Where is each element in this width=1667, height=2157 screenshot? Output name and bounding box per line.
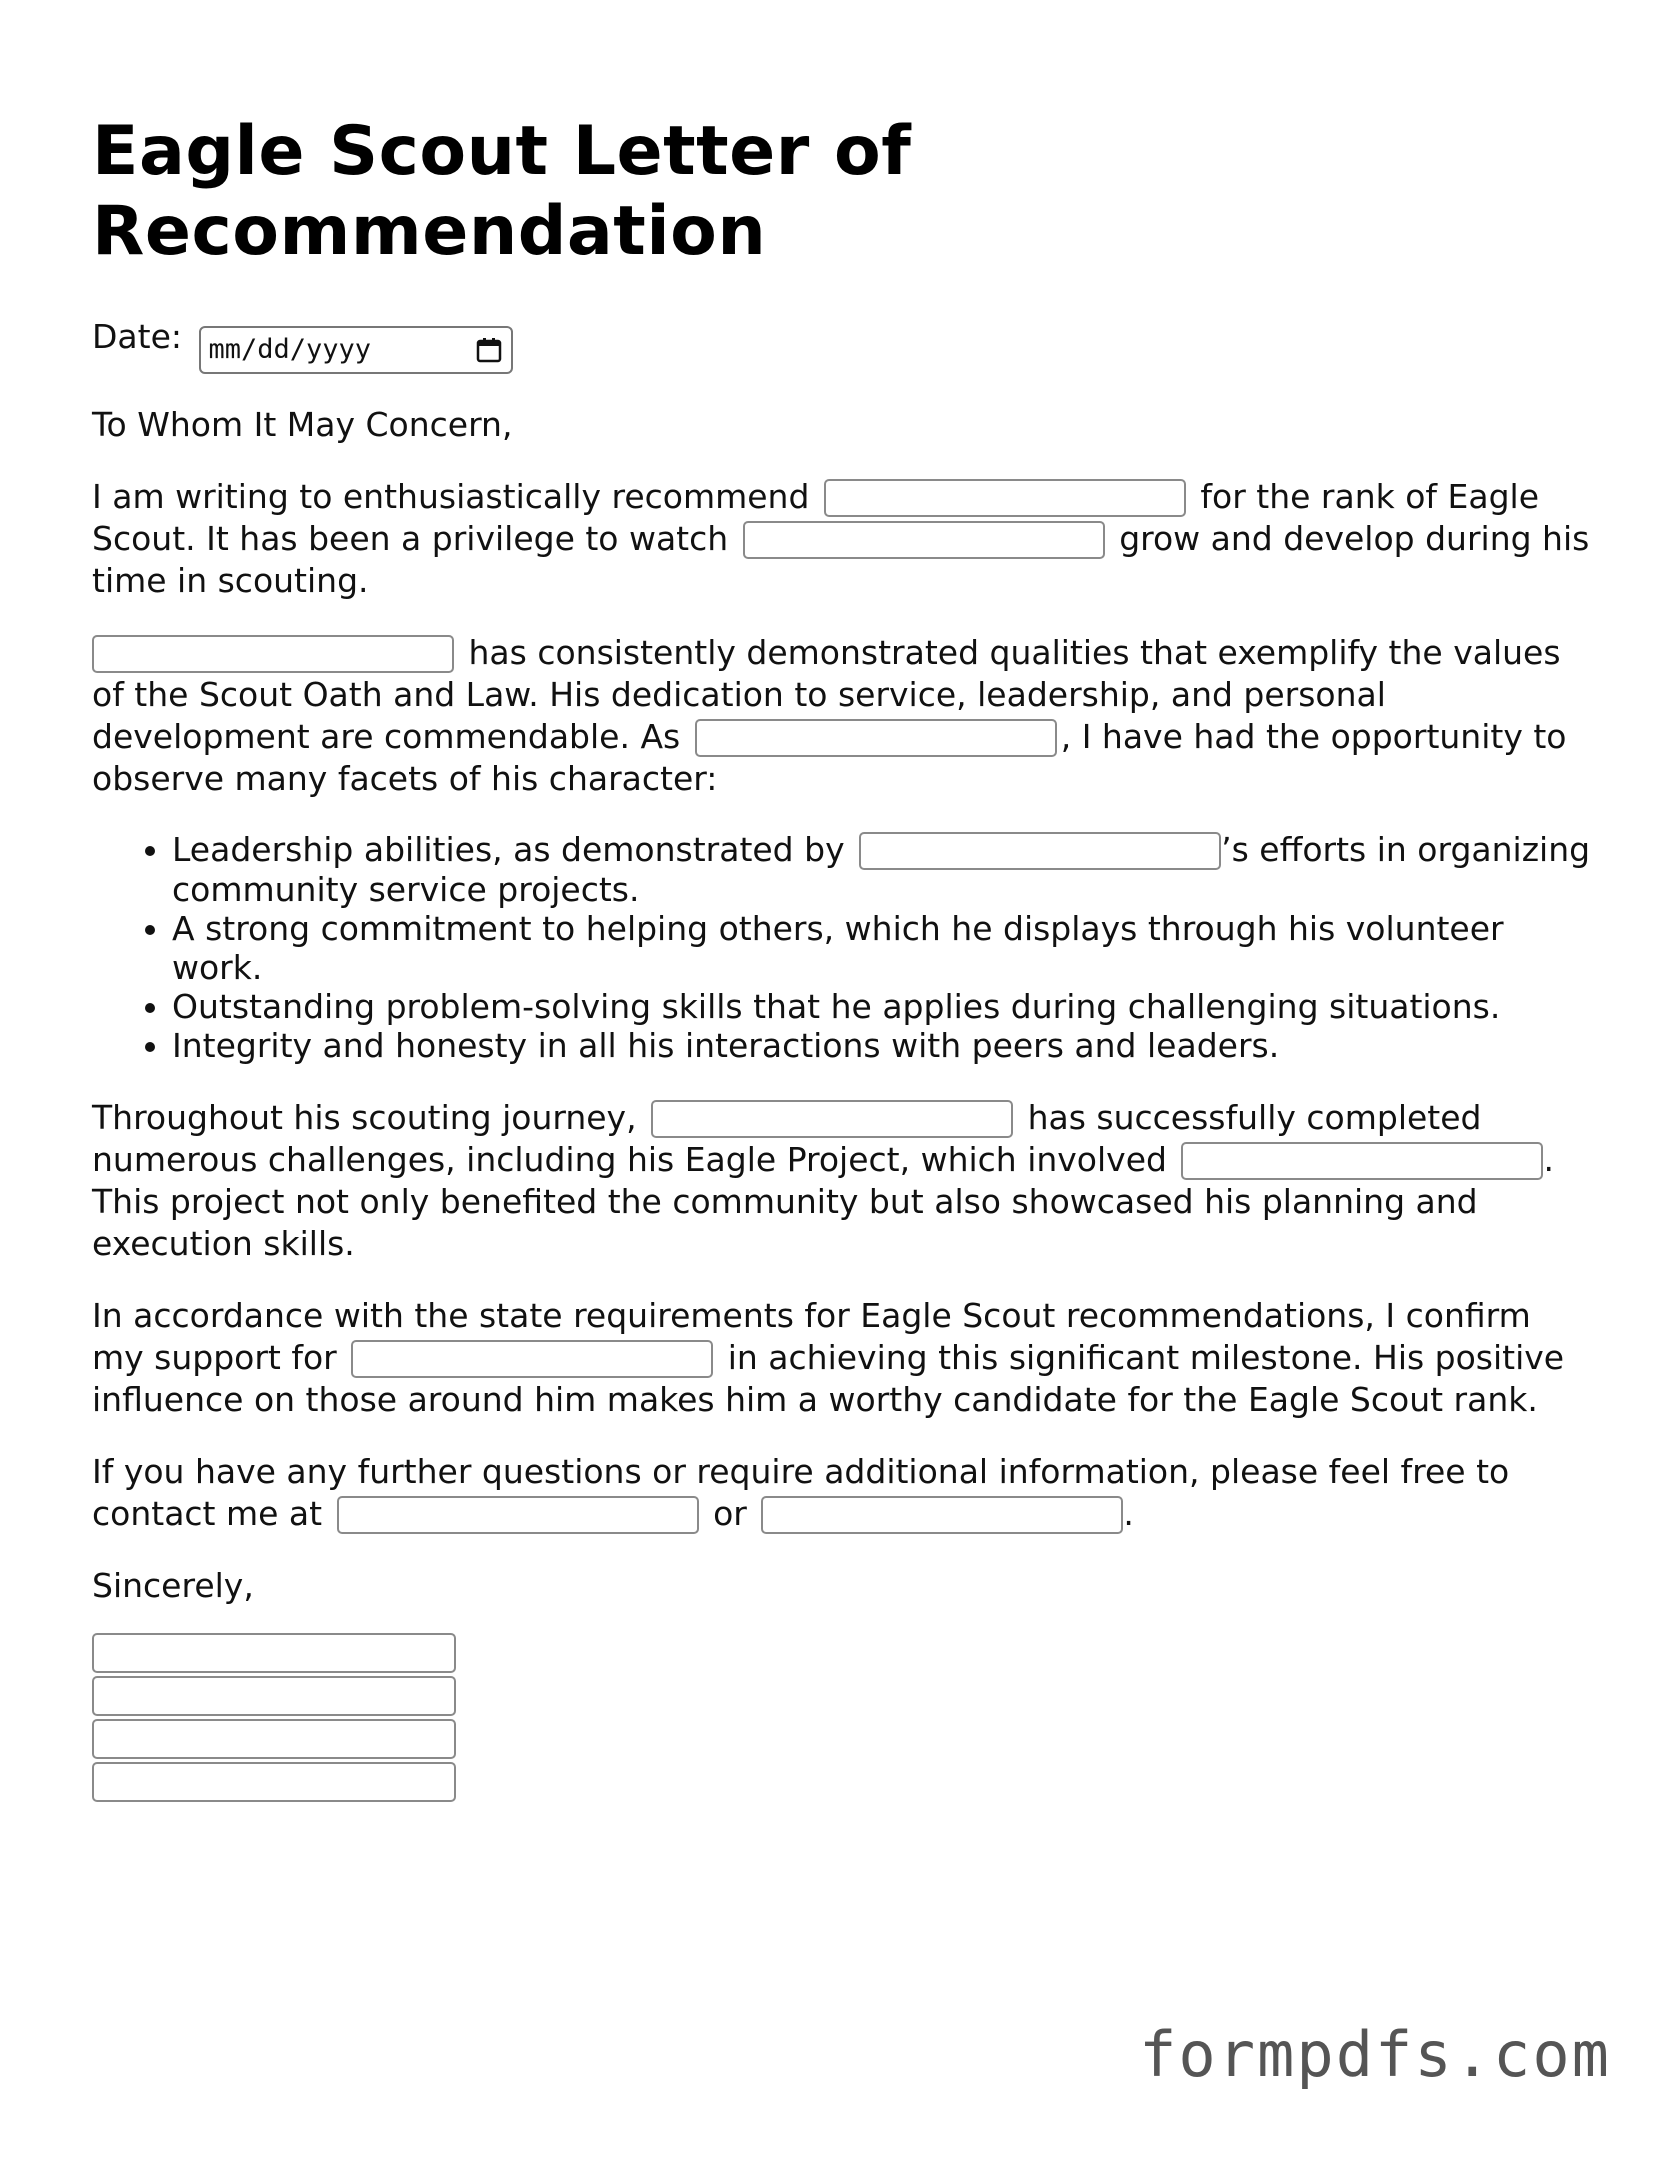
- paragraph-text: has successfully completed numerous challenges, including his Eagle Project, which involved: [92, 1098, 1482, 1179]
- paragraph-recommend: [92, 476, 1592, 602]
- candidate-name-field-5[interactable]: [651, 1100, 1013, 1138]
- paragraph-text: .: [1123, 1494, 1134, 1533]
- paragraph-text: , I have had the opportunity to observe many facets of his character:: [92, 717, 1567, 798]
- signer-organization-field[interactable]: [92, 1719, 456, 1759]
- paragraph-journey: [92, 1097, 1592, 1265]
- candidate-name-field-6[interactable]: [351, 1340, 713, 1378]
- candidate-name-field-3[interactable]: [92, 635, 454, 673]
- date-input[interactable]: [199, 326, 513, 374]
- signer-title-field[interactable]: [92, 1676, 456, 1716]
- list-item: • Outstanding problem-solving skills that he applies during challenging situations.: [172, 987, 1592, 1026]
- list-item: • Integrity and honesty in all his interactions with peers and leaders.: [172, 1026, 1592, 1065]
- candidate-name-field[interactable]: [824, 479, 1186, 517]
- date-row: [92, 316, 1592, 374]
- phone-field[interactable]: [337, 1496, 699, 1534]
- paragraph-support: [92, 1295, 1592, 1421]
- paragraph-qualities: [92, 632, 1592, 800]
- email-field[interactable]: [761, 1496, 1123, 1534]
- paragraph-text: . This project not only benefited the community but also showcased his planning and execution skills.: [92, 1140, 1554, 1263]
- paragraph-text: grow and develop during his time in scouting.: [92, 519, 1590, 600]
- signature-block: [92, 1633, 1592, 1802]
- paragraph-contact: [92, 1451, 1592, 1535]
- list-item: • A strong commitment to helping others, which he displays through his volunteer work.: [172, 909, 1592, 987]
- watermark: formpdfs.com: [1139, 2018, 1611, 2091]
- eagle-project-field[interactable]: [1181, 1142, 1543, 1180]
- paragraph-text: If you have any further questions or require additional information, please feel free to contact me at: [92, 1452, 1510, 1533]
- salutation: To Whom It May Concern,: [92, 405, 513, 444]
- candidate-name-field-2[interactable]: [743, 521, 1105, 559]
- relationship-field[interactable]: [695, 719, 1057, 757]
- paragraph-text: in achieving this significant milestone. His positive influence on those around him makes him a worthy candidate for the Eagle Scout rank.: [92, 1338, 1565, 1419]
- paragraph-text: or: [713, 1494, 747, 1533]
- date-label: Date:: [92, 317, 182, 356]
- list-item-text: ’s efforts in organizing community service projects.: [172, 830, 1591, 909]
- list-item: [172, 830, 1592, 909]
- candidate-name-field-4[interactable]: [859, 832, 1221, 870]
- signer-contact-field[interactable]: [92, 1762, 456, 1802]
- calendar-icon[interactable]: [475, 336, 503, 364]
- letter-page: [92, 112, 1592, 1805]
- date-placeholder: mm/dd/yyyy: [208, 334, 372, 365]
- paragraph-text: In accordance with the state requirements for Eagle Scout recommendations, I confirm my support for: [92, 1296, 1531, 1377]
- paragraph-text: I am writing to enthusiastically recommend: [92, 477, 810, 516]
- paragraph-text: Throughout his scouting journey,: [92, 1098, 637, 1137]
- paragraph-text: for the rank of Eagle Scout. It has been a privilege to watch: [92, 477, 1540, 558]
- closing: Sincerely,: [92, 1566, 254, 1605]
- character-list: [92, 830, 1592, 1065]
- page-title: Eagle Scout Letter of Recommendation: [92, 112, 912, 271]
- signer-name-field[interactable]: [92, 1633, 456, 1673]
- paragraph-text: has consistently demonstrated qualities that exemplify the values of the Scout Oath and Law. His dedication to service, leadership, and personal development are commendable. As: [92, 633, 1561, 756]
- list-item-text: Leadership abilities, as demonstrated by: [172, 830, 845, 869]
